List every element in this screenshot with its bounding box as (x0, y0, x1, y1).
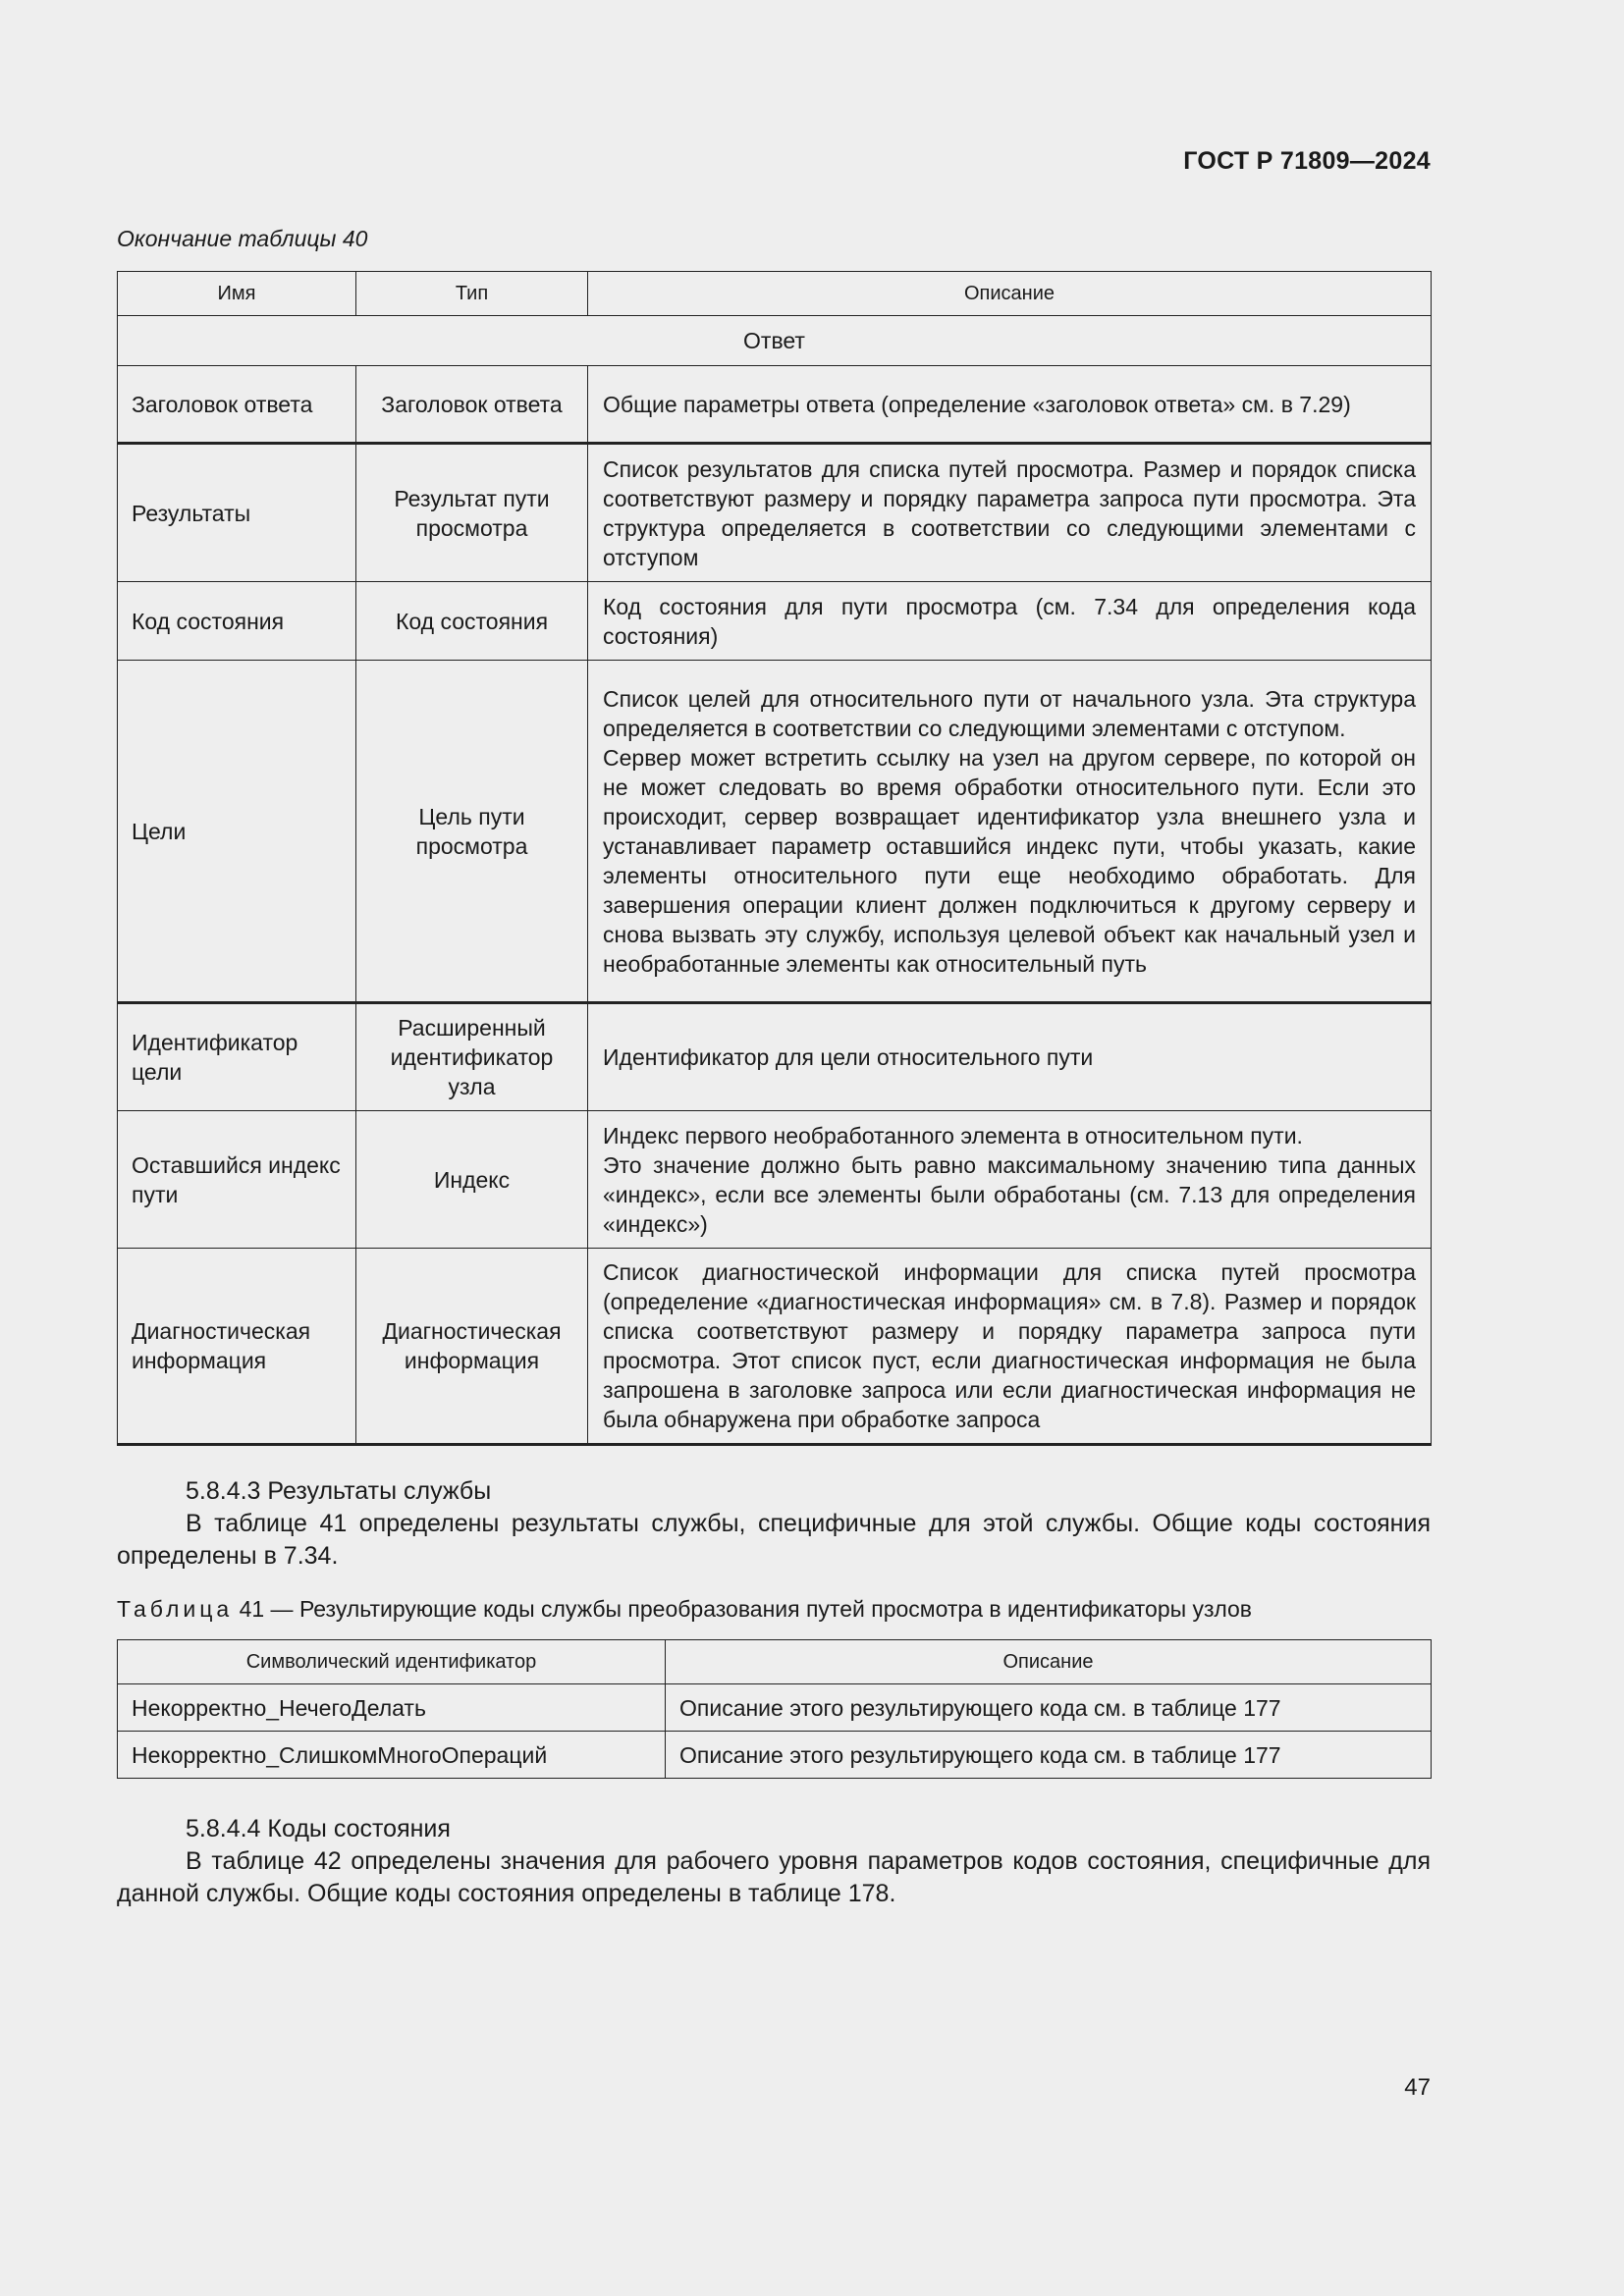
cell-description (588, 661, 1432, 1003)
column-header-description: Описание (666, 1640, 1432, 1684)
table-header-row (118, 272, 1432, 316)
table-row (118, 1003, 1432, 1111)
page-number: 47 (1404, 2074, 1431, 2101)
cell-description: Описание этого результирующего кода см. в таблице 177 (666, 1732, 1432, 1779)
cell-description: Общие параметры ответа (определение «заголовок ответа» см. в 7.29) (588, 366, 1432, 444)
table-row (118, 1732, 1432, 1779)
cell-type: Результат пути просмотра (356, 444, 588, 582)
section-heading: 5.8.4.4 Коды состояния (186, 1815, 451, 1842)
cell-name: Код состояния (118, 582, 356, 661)
cell-type: Цель пути просмотра (356, 661, 588, 1003)
section-5-8-4-4 (117, 1813, 1431, 1910)
description-paragraph: Это значение должно быть равно максимальному значению типа данных «индекс», если все элементы были обработаны (см. 7.13 для определения «индекс») (603, 1151, 1416, 1237)
cell-type: Индекс (356, 1111, 588, 1249)
section-row (118, 316, 1432, 366)
table-row (118, 661, 1432, 1003)
cell-name: Оставшийся индекс пути (118, 1111, 356, 1249)
cell-description: Код состояния для пути просмотра (см. 7.34 для определения кода состояния) (588, 582, 1432, 661)
section-5-8-4-3 (117, 1475, 1431, 1573)
column-header-symbolic-id: Символический идентификатор (118, 1640, 666, 1684)
cell-description (588, 1111, 1432, 1249)
cell-name: Идентификатор цели (118, 1003, 356, 1111)
cell-description: Список диагностической информации для списка путей просмотра (определение «диагностическая информация» см. в 7.8). Размер и порядок списка соответствуют размеру и порядку параметра запроса пути просмотра. Этот список пуст, если диагностическая информация не была запрошена в заголовке запроса или если диагностическая информация не была обнаружена при обработке запроса (588, 1249, 1432, 1445)
cell-symbolic-id: Некорректно_СлишкомМногоОпераций (118, 1732, 666, 1779)
table-row (118, 1684, 1432, 1732)
cell-name: Результаты (118, 444, 356, 582)
description-paragraph: Сервер может встретить ссылку на узел на другом сервере, по которой он не может следовать во время обработки относительного пути. Если это происходит, сервер возвращает идентификатор узла внешнего узла и устанавливает параметр оставшийся индекс пути, чтобы указать, какие элементы относительного пути еще необходимо обработать. Для завершения операции клиент должен подключиться к другому серверу и снова вызвать эту службу, используя целевой объект как начальный узел и необработанные элементы как относительный путь (603, 744, 1416, 977)
table-40 (117, 271, 1432, 1446)
table-41-caption (117, 1596, 1252, 1623)
table-header-row (118, 1640, 1432, 1684)
section-heading: 5.8.4.3 Результаты службы (186, 1477, 492, 1505)
cell-type: Код состояния (356, 582, 588, 661)
cell-name: Заголовок ответа (118, 366, 356, 444)
table-40-continuation-caption: Окончание таблицы 40 (117, 226, 368, 251)
description-paragraph: Индекс первого необработанного элемента в относительном пути. (603, 1122, 1303, 1148)
column-header-description: Описание (588, 272, 1432, 316)
table-row (118, 366, 1432, 444)
cell-type: Расширенный идентификатор узла (356, 1003, 588, 1111)
table-caption-text: 41 — Результирующие коды службы преобразования путей просмотра в идентификаторы узлов (239, 1596, 1253, 1622)
cell-description: Идентификатор для цели относительного пути (588, 1003, 1432, 1111)
column-header-type: Тип (356, 272, 588, 316)
table-row (118, 444, 1432, 582)
description-paragraph: Список целей для относительного пути от начального узла. Эта структура определяется в соответствии со следующими элементами с отступом. (603, 685, 1416, 741)
column-header-name: Имя (118, 272, 356, 316)
section-paragraph: В таблице 41 определены результаты службы, специфичные для этой службы. Общие коды состояния определены в 7.34. (117, 1510, 1431, 1570)
section-paragraph: В таблице 42 определены значения для рабочего уровня параметров кодов состояния, специфичные для данной службы. Общие коды состояния определены в таблице 178. (117, 1847, 1431, 1907)
cell-name: Диагностическая информация (118, 1249, 356, 1445)
cell-description: Список результатов для списка путей просмотра. Размер и порядок списка соответствуют размеру и порядку параметра запроса пути просмотра. Эта структура определяется в соответствии со следующими элементами с отступом (588, 444, 1432, 582)
cell-description: Описание этого результирующего кода см. в таблице 177 (666, 1684, 1432, 1732)
cell-type: Заголовок ответа (356, 366, 588, 444)
table-caption-prefix: Таблица (117, 1596, 234, 1622)
table-row (118, 582, 1432, 661)
table-41 (117, 1639, 1432, 1779)
cell-type: Диагностическая информация (356, 1249, 588, 1445)
section-label-response: Ответ (118, 316, 1432, 366)
table-row (118, 1249, 1432, 1445)
cell-name: Цели (118, 661, 356, 1003)
document-standard-id: ГОСТ Р 71809—2024 (1183, 147, 1431, 175)
cell-symbolic-id: Некорректно_НечегоДелать (118, 1684, 666, 1732)
table-row (118, 1111, 1432, 1249)
